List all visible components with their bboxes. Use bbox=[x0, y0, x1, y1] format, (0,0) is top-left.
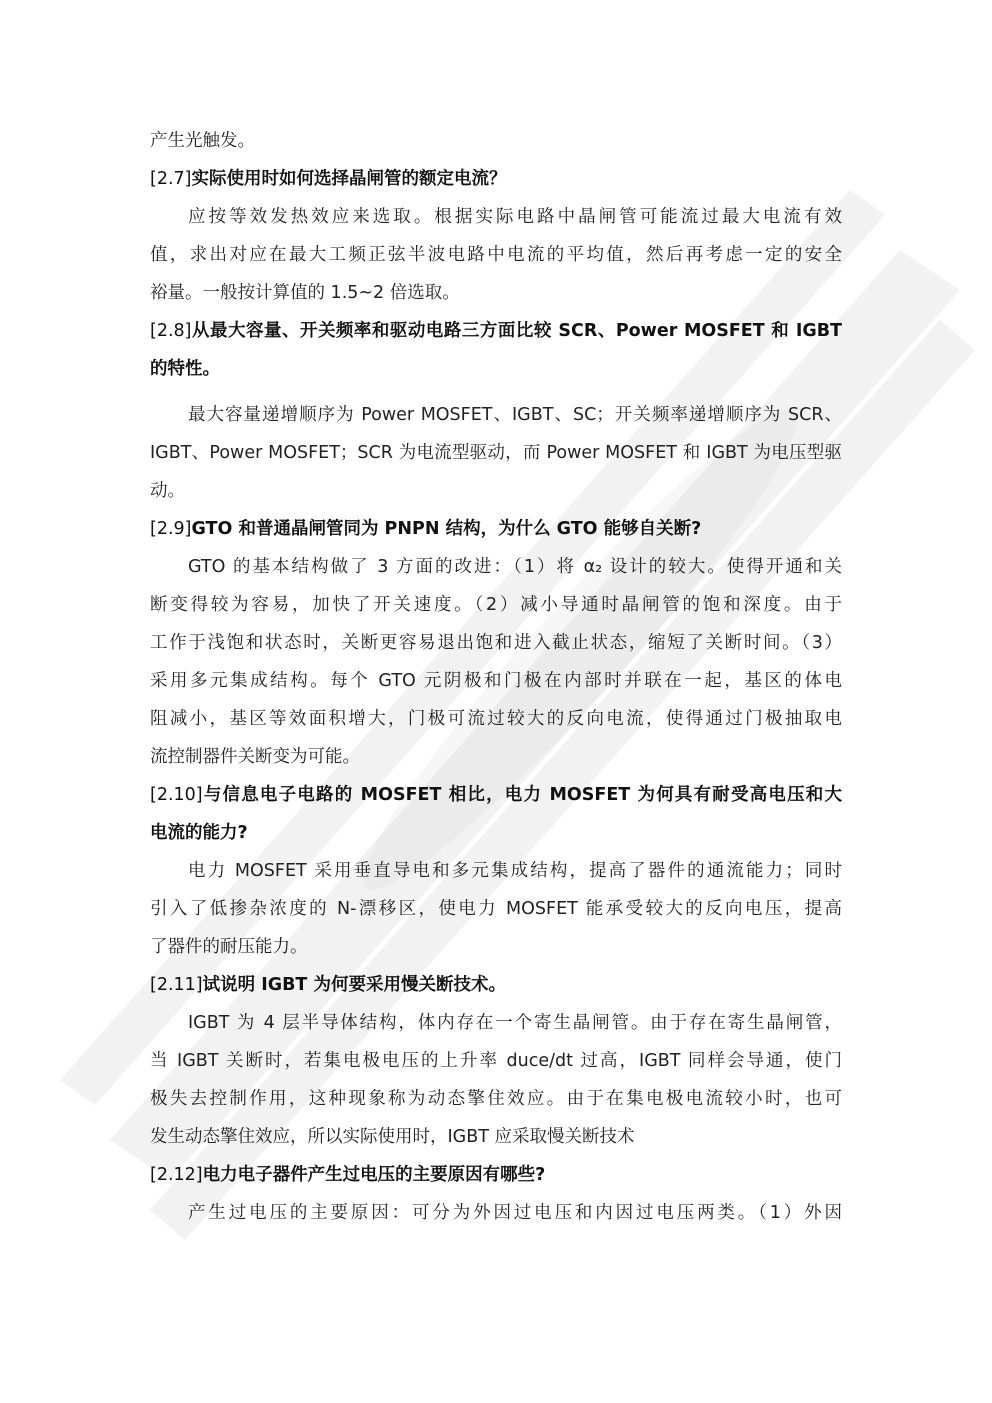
text-line: 最大容量递增顺序为 Power MOSFET、IGBT、SC；开关频率递增顺序为 SCR、 bbox=[188, 405, 842, 425]
question-number: [2.10] bbox=[150, 785, 203, 805]
text-line: 极失去控制作用，这种现象称为动态擎住效应。由于在集电极电流较小时，也可 bbox=[150, 1089, 842, 1109]
question-heading: [2.9]GTO 和普通晶闸管同为 PNPN 结构，为什么 GTO 能够自关断? bbox=[150, 519, 702, 539]
text-line: IGBT、Power MOSFET；SCR 为电流型驱动，而 Power MOSFET 和 IGBT 为电压型驱 bbox=[150, 443, 842, 463]
text-line: 电力 MOSFET 采用垂直导电和多元集成结构，提高了器件的通流能力；同时 bbox=[188, 861, 842, 881]
question-heading: [2.10]与信息电子电路的 MOSFET 相比，电力 MOSFET 为何具有耐受高电压和大 bbox=[150, 785, 842, 805]
text-line: 断变得较为容易，加快了开关速度。（2）减小导通时晶闸管的饱和深度。由于 bbox=[150, 595, 842, 615]
question-heading-cont: 的特性。 bbox=[150, 359, 220, 379]
text-line: 值，求出对应在最大工频正弦半波电路中电流的平均值，然后再考虑一定的安全 bbox=[150, 245, 842, 265]
question-number: [2.11] bbox=[150, 975, 203, 995]
text-line: 裕量。一般按计算值的 1.5~2 倍选取。 bbox=[150, 283, 460, 303]
text-line: 流控制器件关断变为可能。 bbox=[150, 747, 360, 767]
question-heading: [2.7]实际使用时如何选择晶闸管的额定电流？ bbox=[150, 169, 507, 189]
question-number: [2.8] bbox=[150, 321, 192, 341]
text-line: 产生过电压的主要原因：可分为外因过电压和内因过电压两类。（1）外因 bbox=[188, 1203, 842, 1223]
question-number: [2.9] bbox=[150, 519, 192, 539]
text-line: 了器件的耐压能力。 bbox=[150, 937, 308, 957]
text-line: IGBT 为 4 层半导体结构，体内存在一个寄生晶闸管。由于存在寄生晶闸管， bbox=[188, 1013, 842, 1033]
text-line: 动。 bbox=[150, 481, 185, 501]
text-line: GTO 的基本结构做了 3 方面的改进：（1）将 α₂ 设计的较大。使得开通和关 bbox=[188, 557, 842, 577]
question-heading: [2.12]电力电子器件产生过电压的主要原因有哪些? bbox=[150, 1165, 546, 1185]
text-line: 阻减小，基区等效面积增大，门极可流过较大的反向电流，使得通过门极抽取电 bbox=[150, 709, 842, 729]
text-line: 引入了低掺杂浓度的 N-漂移区，使电力 MOSFET 能承受较大的反向电压，提高 bbox=[150, 899, 842, 919]
text-line: 发生动态擎住效应，所以实际使用时，IGBT 应采取慢关断技术 bbox=[150, 1127, 635, 1147]
document-body bbox=[150, 122, 842, 1232]
text-line: 应按等效发热效应来选取。根据实际电路中晶闸管可能流过最大电流有效 bbox=[188, 207, 842, 227]
question-heading: [2.8]从最大容量、开关频率和驱动电路三方面比较 SCR、Power MOSFET 和 IGBT bbox=[150, 321, 842, 341]
question-heading-cont: 电流的能力? bbox=[150, 823, 248, 843]
question-heading: [2.11]试说明 IGBT 为何要采用慢关断技术。 bbox=[150, 975, 506, 995]
text-line: 当 IGBT 关断时，若集电极电压的上升率 duce/dt 过高，IGBT 同样会导通，使门 bbox=[150, 1051, 842, 1071]
text-line: 产生光触发。 bbox=[150, 131, 255, 151]
question-number: [2.7] bbox=[150, 169, 192, 189]
question-number: [2.12] bbox=[150, 1165, 203, 1185]
text-line: 工作于浅饱和状态时，关断更容易退出饱和进入截止状态，缩短了关断时间。（3） bbox=[150, 633, 842, 653]
text-line: 采用多元集成结构。每个 GTO 元阴极和门极在内部时并联在一起，基区的体电 bbox=[150, 671, 842, 691]
